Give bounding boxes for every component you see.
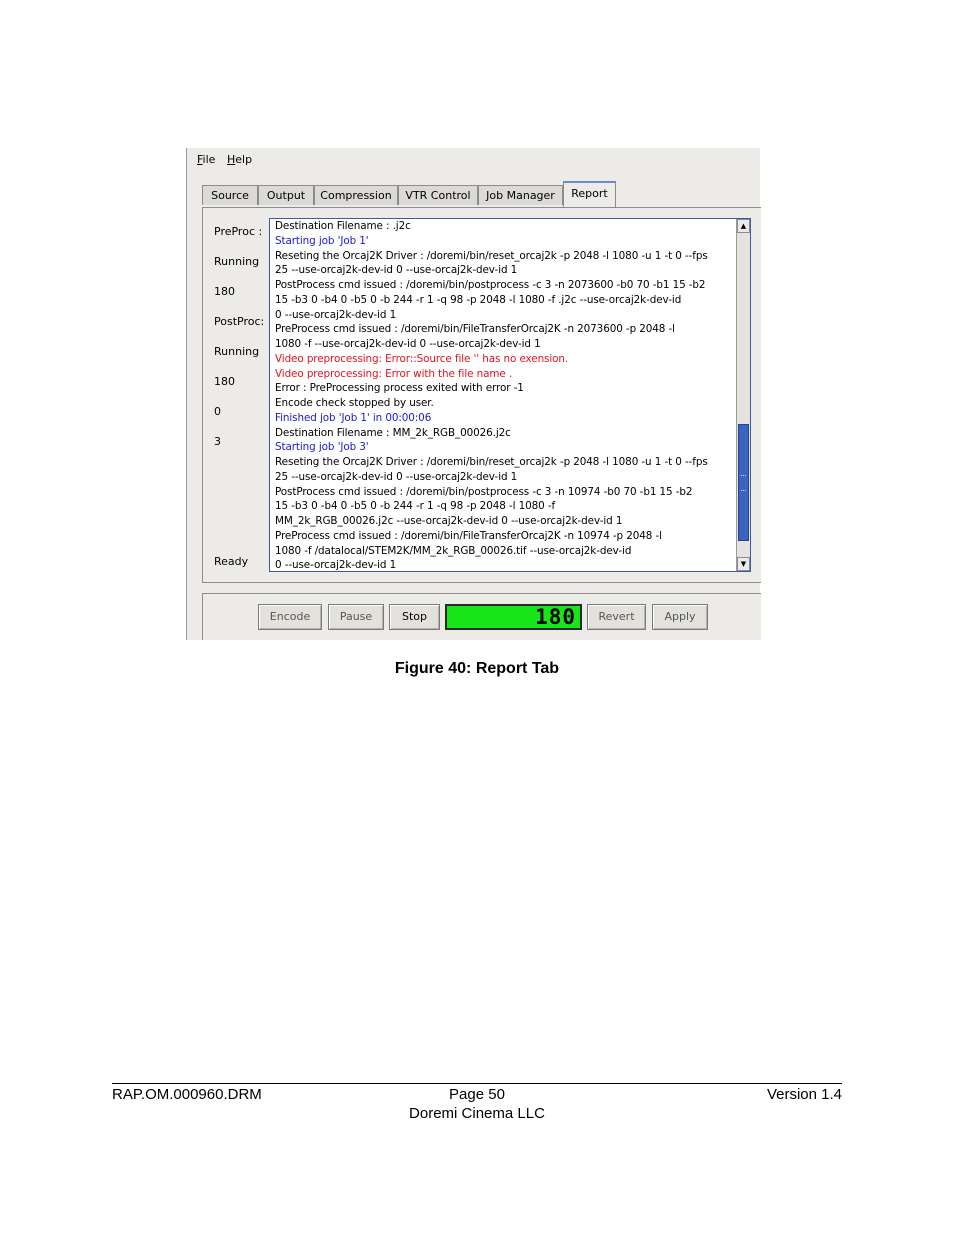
log-line: PreProcess cmd issued : /doremi/bin/FileTransferOrcaj2K -n 2073600 -p 2048 -l [275,323,675,336]
tab-source[interactable]: Source [202,185,258,205]
ready-status: Ready [214,555,249,568]
apply-button[interactable]: Apply [652,604,708,630]
log-line: 25 --use-orcaj2k-dev-id 0 --use-orcaj2k-dev-id 1 [275,264,518,277]
figure-caption: Figure 40: Report Tab [394,660,560,677]
report-log[interactable] [269,218,751,572]
tab-report[interactable]: Report [563,181,616,207]
footer-page: Page 50 [449,1086,505,1103]
scroll-up-icon[interactable]: ▲ [737,219,750,233]
footer-version: Version 1.4 [766,1086,842,1103]
log-lines [275,219,733,572]
tab-output[interactable]: Output [258,185,314,205]
log-line: 1080 -f /datalocal/STEM2K/MM_2k_RGB_00026.tif --use-orcaj2k-dev-id [275,544,632,557]
log-line: 25 --use-orcaj2k-dev-id 0 --use-orcaj2k-dev-id 1 [275,470,518,483]
tab-job-manager[interactable]: Job Manager [478,185,563,205]
log-line: 1080 -f --use-orcaj2k-dev-id 0 --use-orcaj2k-dev-id 1 [275,338,541,350]
footer-doc-id: RAP.OM.000960.DRM [112,1086,262,1103]
log-line: Video preprocessing: Error::Source file '' has no exension. [275,352,569,365]
log-line: PostProcess cmd issued : /doremi/bin/postprocess -c 3 -n 2073600 -b0 70 -b1 15 -b2 [275,279,706,291]
menu-bar [187,148,760,171]
status-value-a: 0 [214,405,221,418]
log-line: Destination Filename : MM_2k_RGB_00026.j2c [275,426,511,439]
log-line: PreProcess cmd issued : /doremi/bin/FileTransferOrcaj2K -n 10974 -p 2048 -l [275,529,662,542]
preproc-status: Running [214,255,260,268]
log-scrollbar[interactable] [736,219,750,571]
log-line: 15 -b3 0 -b4 0 -b5 0 -b 244 -r 1 -q 98 -p 2048 -l 1080 -f .j2c --use-orcaj2k-dev-id [275,293,682,306]
pause-button[interactable]: Pause [328,604,384,630]
preproc-count: 180 [214,285,235,298]
preproc-label: PreProc : [214,225,263,238]
control-bar [202,593,761,640]
log-line: Video preprocessing: Error with the file name . [275,367,513,380]
scroll-down-icon[interactable]: ▼ [737,557,750,571]
log-line: Finished job 'Job 1' in 00:00:06 [275,411,432,424]
frame-counter: 180 [445,604,582,630]
log-line: Reseting the Orcaj2K Driver : /doremi/bin/reset_orcaj2k -p 2048 -l 1080 -u 1 -t 0 --fps [275,456,708,468]
tab-vtr-control[interactable]: VTR Control [398,185,478,205]
postproc-count: 180 [214,375,235,388]
grip-icon [741,475,746,491]
encode-button[interactable]: Encode [258,604,322,630]
stop-button[interactable]: Stop [389,604,440,630]
tab-compression[interactable]: Compression [314,185,398,205]
log-line: 0 --use-orcaj2k-dev-id 1 [275,559,397,572]
menu-help[interactable]: Help [227,153,253,166]
scroll-thumb[interactable] [738,424,749,541]
log-line: MM_2k_RGB_00026.j2c --use-orcaj2k-dev-id 0 --use-orcaj2k-dev-id 1 [275,515,623,527]
log-line: Destination Filename : .j2c [275,220,411,232]
report-panel [202,207,761,583]
postproc-label: PostProc: [214,315,265,328]
menu-file[interactable]: File [197,153,216,166]
footer-divider [112,1083,842,1084]
log-line: Reseting the Orcaj2K Driver : /doremi/bin/reset_orcaj2k -p 2048 -l 1080 -u 1 -t 0 --fps [275,249,708,262]
footer-company: Doremi Cinema LLC [409,1105,545,1122]
log-line: 15 -b3 0 -b4 0 -b5 0 -b 244 -r 1 -q 98 -p 2048 -l 1080 -f [275,500,556,513]
postproc-status: Running [214,345,260,358]
log-line: Starting job 'Job 3' [275,441,369,454]
app-window-screenshot [186,148,760,640]
log-line: PostProcess cmd issued : /doremi/bin/postprocess -c 3 -n 10974 -b0 70 -b1 15 -b2 [275,485,693,498]
status-value-b: 3 [214,435,221,448]
log-line: Starting job 'Job 1' [275,234,369,247]
log-line: Encode check stopped by user. [275,397,434,409]
revert-button[interactable]: Revert [587,604,646,630]
log-line: Error : PreProcessing process exited with error -1 [275,382,524,395]
log-line: 0 --use-orcaj2k-dev-id 1 [275,308,397,321]
